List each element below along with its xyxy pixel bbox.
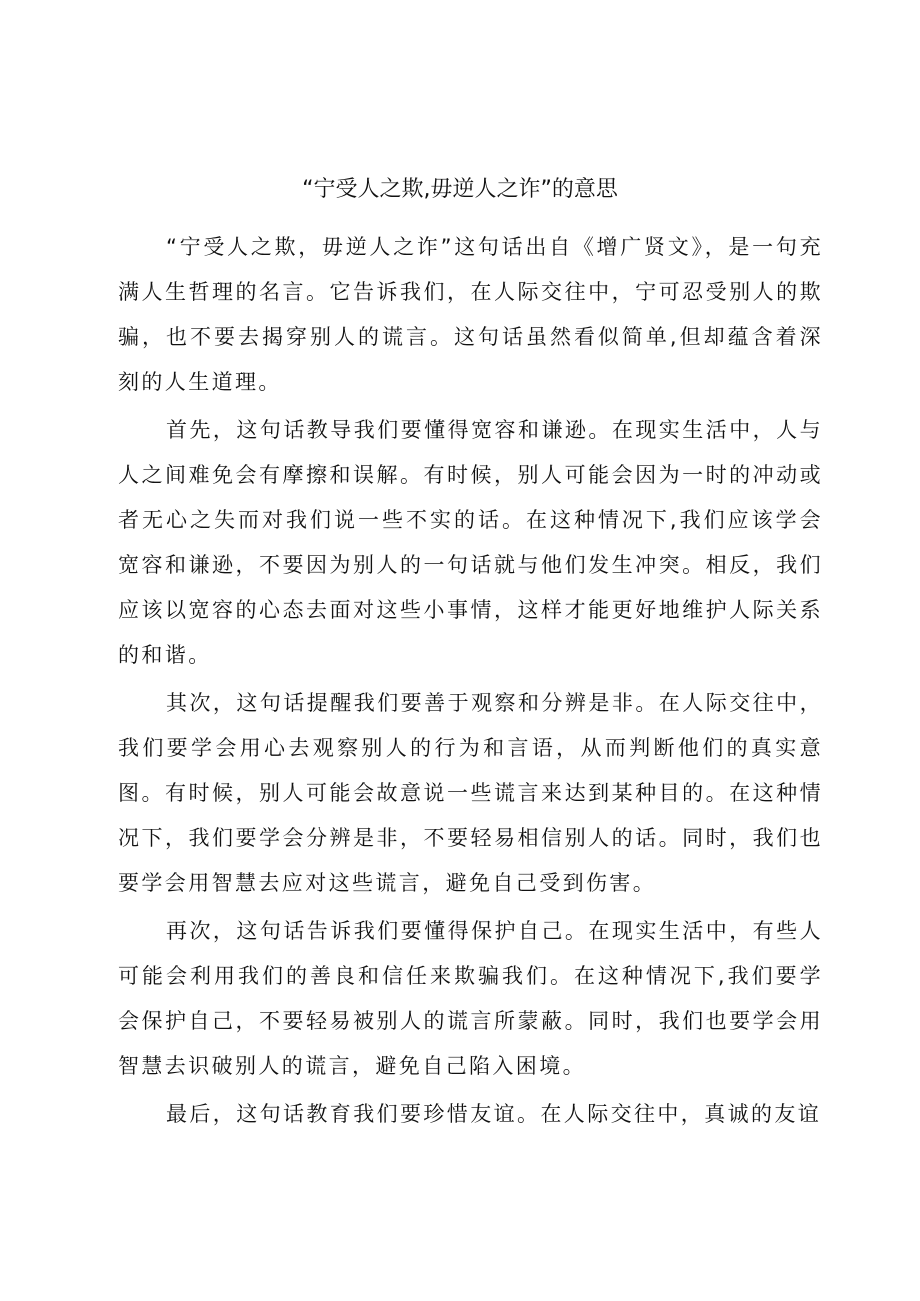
paragraph-third: 再次，这句话告诉我们要懂得保护自己。在现实生活中，有些人可能会利用我们的善良和信任来欺骗我们。在这种情况下,我们要学会保护自己，不要轻易被别人的谎言所蒙蔽。同时，我们也要学会用智慧去识破别人的谎言，避免自己陷入困境。: [118, 919, 823, 1078]
paragraph-first: 首先，这句话教导我们要懂得宽容和谦逊。在现实生活中，人与人之间难免会有摩擦和误解。有时候，别人可能会因为一时的冲动或者无心之失而对我们说一些不实的话。在这种情况下,我们应该学会宽容和谦逊，不要因为别人的一句话就与他们发生冲突。相反，我们应该以宽容的心态去面对这些小事情，这样才能更好地维护人际关系的和谐。: [118, 418, 823, 667]
paragraph-second: 其次，这句话提醒我们要善于观察和分辨是非。在人际交往中，我们要学会用心去观察别人的行为和言语，从而判断他们的真实意图。有时候，别人可能会故意说一些谎言来达到某种目的。在这种情况下，我们要学会分辨是非，不要轻易相信别人的话。同时，我们也要学会用智慧去应对这些谎言，避免自己受到伤害。: [118, 691, 823, 895]
paragraph-intro: “宁受人之欺，毋逆人之诈”这句话出自《增广贤文》，是一句充满人生哲理的名言。它告诉我们，在人际交往中，宁可忍受别人的欺骗，也不要去揭穿别人的谎言。这句话虽然看似简单,但却蕴含着深刻的人生道理。: [118, 235, 823, 394]
document-title: “宁受人之欺,毋逆人之诈”的意思: [302, 177, 618, 202]
document-body: [118, 225, 823, 1140]
paragraph-last: 最后，这句话教育我们要珍惜友谊。在人际交往中，真诚的友谊: [166, 1102, 822, 1126]
